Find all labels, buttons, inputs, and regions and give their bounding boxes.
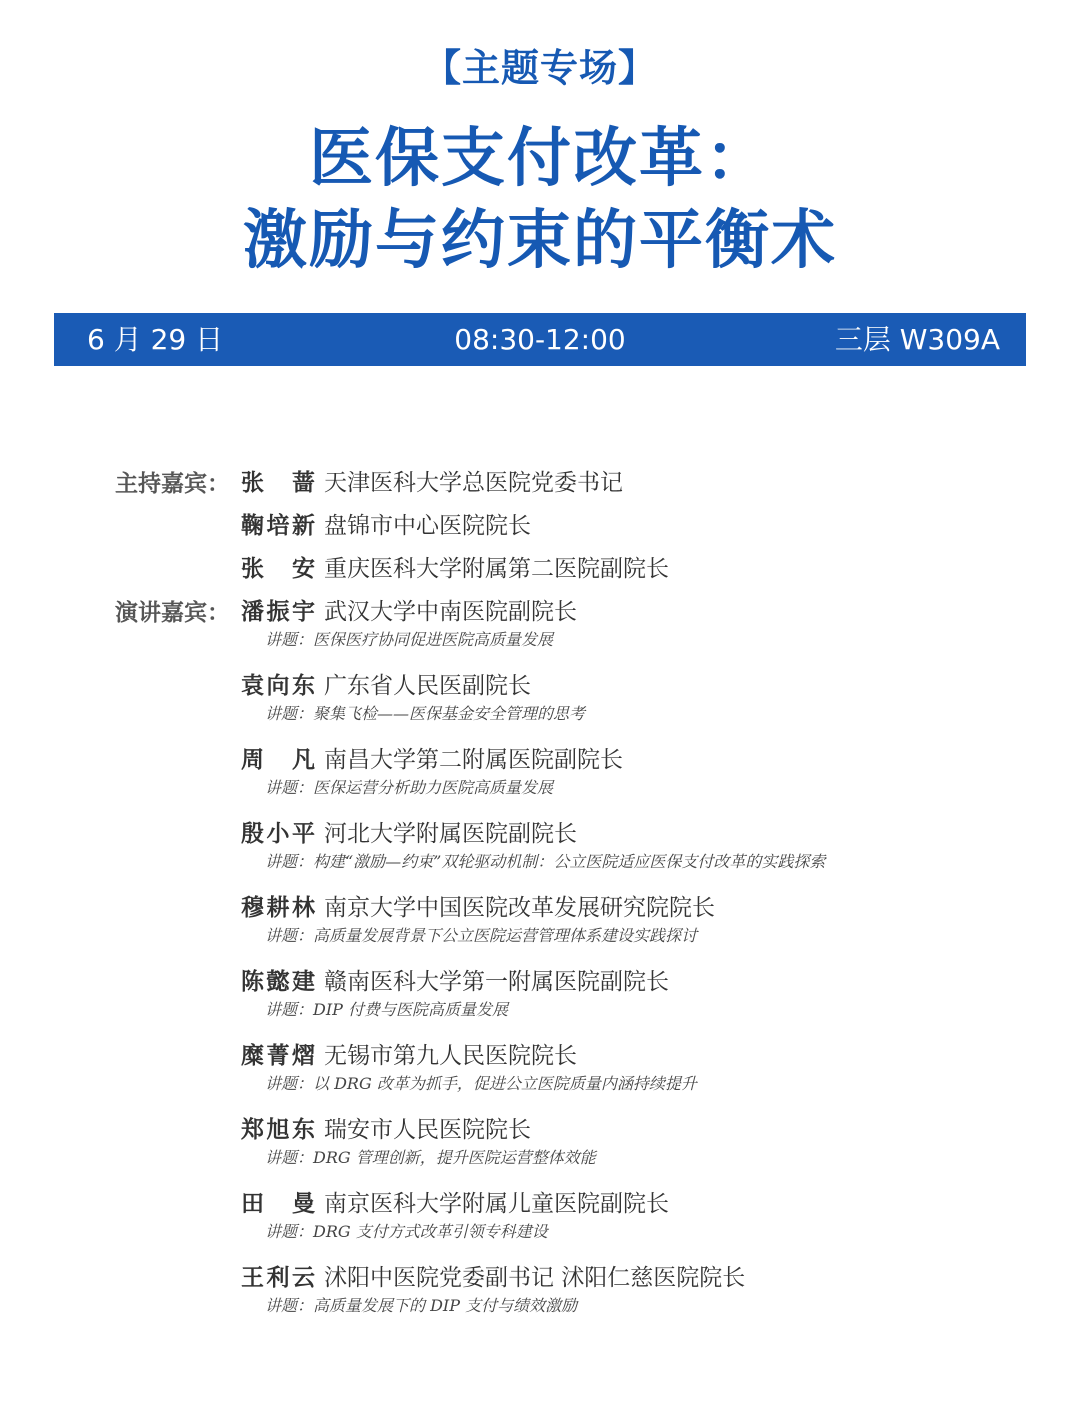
speaker-topic: 讲题：以 DRG 改革为抓手，促进公立医院质量内涵持续提升 [265, 1074, 697, 1093]
speaker-topic: 讲题：高质量发展背景下公立医院运营管理体系建设实践探讨 [265, 926, 698, 945]
host-position: 天津医科大学总医院党委书记 [324, 470, 623, 496]
speaker-row [0, 1181, 1080, 1255]
speaker-row [0, 959, 1080, 1033]
speaker-name: 穆耕林 [241, 895, 315, 921]
speaker-name: 袁向东 [241, 673, 315, 699]
session-title [0, 118, 1080, 282]
speaker-topic: 讲题：医保医疗协同促进医院高质量发展 [265, 630, 554, 649]
speaker-row [0, 1107, 1080, 1181]
speaker-topic: 讲题：DRG 管理创新，提升医院运营整体效能 [265, 1148, 596, 1167]
speaker-row [0, 811, 1080, 885]
host-position: 盘锦市中心医院院长 [324, 513, 531, 539]
speaker-row [0, 885, 1080, 959]
speaker-name: 郑旭东 [241, 1117, 315, 1143]
host-position: 重庆医科大学附属第二医院副院长 [324, 556, 669, 582]
session-room: 三层 W309A [834, 323, 1000, 356]
title-line-1: 医保支付改革： [309, 122, 771, 196]
host-name: 张蔷 [241, 470, 315, 496]
host-row [0, 503, 1080, 546]
hosts-label: 主持嘉宾： [115, 471, 230, 497]
header [0, 40, 1080, 282]
speaker-topic: 讲题：DIP 付费与医院高质量发展 [265, 1000, 509, 1019]
session-tag: 【主题专场】 [422, 46, 657, 90]
speaker-position: 赣南医科大学第一附属医院副院长 [324, 969, 669, 995]
speaker-row [0, 663, 1080, 737]
speaker-name: 周凡 [241, 747, 315, 773]
title-line-2: 激励与约束的平衡术 [243, 204, 837, 278]
speaker-position: 瑞安市人民医院院长 [324, 1117, 531, 1143]
host-name: 张安 [241, 556, 315, 582]
speaker-name: 殷小平 [241, 821, 315, 847]
session-time: 08:30-12:00 [454, 323, 626, 356]
speaker-topic: 讲题：高质量发展下的 DIP 支付与绩效激励 [265, 1296, 578, 1315]
speaker-topic: 讲题：聚集飞检——医保基金安全管理的思考 [265, 704, 586, 723]
host-name: 鞠培新 [241, 513, 315, 539]
speaker-row [0, 737, 1080, 811]
speaker-position: 南昌大学第二附属医院副院长 [324, 747, 623, 773]
speaker-position: 南京大学中国医院改革发展研究院院长 [324, 895, 715, 921]
speaker-name: 潘振宇 [241, 599, 315, 625]
speaker-position: 南京医科大学附属儿童医院副院长 [324, 1191, 669, 1217]
speaker-name: 陈懿建 [241, 969, 315, 995]
speaker-position: 沭阳中医院党委副书记 沭阳仁慈医院院长 [324, 1265, 746, 1291]
speaker-name: 王利云 [241, 1265, 315, 1291]
speaker-position: 河北大学附属医院副院长 [324, 821, 577, 847]
speaker-topic: 讲题：DRG 支付方式改革引领专科建设 [265, 1222, 548, 1241]
speaker-position: 无锡市第九人民医院院长 [324, 1043, 577, 1069]
speaker-position: 广东省人民医副院长 [324, 673, 531, 699]
speaker-row [0, 1033, 1080, 1107]
host-row [0, 460, 1080, 503]
speaker-position: 武汉大学中南医院副院长 [324, 599, 577, 625]
speaker-name: 田曼 [241, 1191, 315, 1217]
speaker-name: 糜菁熠 [241, 1043, 315, 1069]
speaker-row [0, 589, 1080, 663]
speakers-label: 演讲嘉宾： [115, 600, 230, 626]
session-date: 6 月 29 日 [87, 323, 224, 356]
speaker-topic: 讲题：构建“激励—约束”双轮驱动机制：公立医院适应医保支付改革的实践探索 [265, 852, 826, 871]
speaker-row [0, 1255, 1080, 1329]
speaker-topic: 讲题：医保运营分析助力医院高质量发展 [265, 778, 554, 797]
host-row [0, 546, 1080, 589]
guest-list [0, 460, 1080, 1329]
info-bar [54, 313, 1026, 366]
